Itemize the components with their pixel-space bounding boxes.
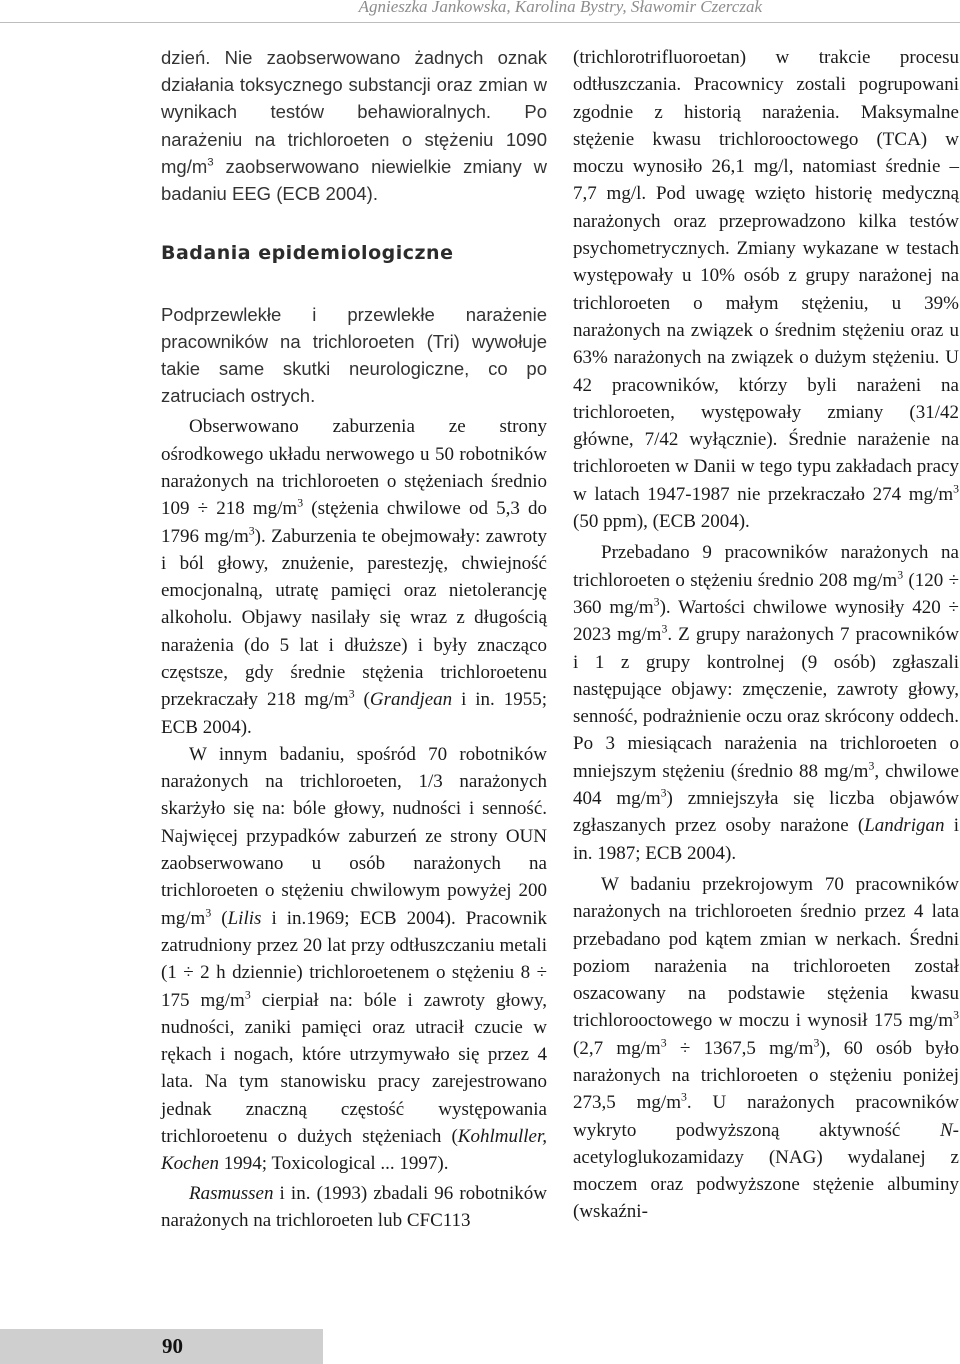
text-run: W badaniu przekrojowym 70 pracowników narażonych na trichloroeten średnio przez 4 lata przebadano pod kątem zmian w nerkach. Średni poziom narażenia na trichloroeten został oszacowany na podstawie stężenia kwasu trichlorooctowego w moczu i wynosił 175 mg/m bbox=[573, 873, 959, 1032]
intro-paragraph: Podprzewlekłe i przewlekłe narażenie pracowników na trichloroeten (Tri) wywołuje takie same skutki neurologiczne, co po zatruciach ostrych. bbox=[161, 303, 547, 407]
text-run: dzień. Nie zaobserwowano żadnych oznak działania toksycznego substancji oraz zmian w wynikach testów behawioralnych. Po narażeniu na trichloroeten o stężeniu 1090 mg/m bbox=[161, 47, 547, 177]
text-run: cierpiał na: bóle i zawroty głowy, nudności, zaniki pamięci oraz utracił czucie w rękach i nogach, które utrzymywało się przez 4 lata. Na tym stanowisku pracy zarejestrowano jednak znaczną częstość występowania trichloroetenu o dużych stężeniach ( bbox=[161, 989, 547, 1148]
citation-author: Grandjean bbox=[369, 689, 453, 711]
text-run: ) zmniejszyła się liczba objawów zgłaszanych przez osoby narażone ( bbox=[573, 788, 959, 837]
paragraph bbox=[573, 539, 959, 867]
text-run: (trichlorotrifluoroetan) w trakcie procesu odtłuszczania. Pracownicy zostali pogrupowani zgodnie z historią narażenia. Maksymalne stężenie kwasu trichlorooctowego (TCA) w moczu wynosiło 26,1 mg/l, natomiast średnie – 7,7 mg/l. Pod uwagę wzięto historię medyczną narażonych oraz przeprowadzono kilka testów psychometrycznych. Zmiany wykazane w testach występowały u 10% osób z grupy narażonej na trichloroeten o małym stężeniu, u 39% narażonych na związek o średnim stężeniu oraz u 63% narażonych na związek o dużym stężeniu. U 42 pracowników, którzy byli narażeni na trichloroeten, występowały zmiany (31/42 główne, 7/42 wyłącznie). Średnie narażenie na trichloroeten w Danii w tego typu zakładach pracy w latach 1947-1987 nie przekraczało 274 mg/m bbox=[573, 47, 959, 505]
text-run: i in. 1987; ECB 2004). bbox=[573, 815, 960, 864]
superscript: 3 bbox=[680, 1090, 687, 1104]
superscript: 3 bbox=[660, 1036, 667, 1050]
page-number: 90 bbox=[162, 1334, 183, 1358]
paragraph-continued bbox=[573, 44, 959, 535]
superscript: 3 bbox=[953, 1008, 959, 1022]
paragraph-continued bbox=[161, 44, 547, 207]
text-run: Przebadano 9 pracowników narażonych na trichloroeten o stężeniu średnio 208 mg/m bbox=[573, 542, 959, 591]
superscript: 3 bbox=[897, 567, 904, 581]
text-run: (2,7 mg/m bbox=[573, 1037, 661, 1059]
citation-author: Rasmussen bbox=[189, 1182, 274, 1204]
text-run: (50 ppm), (ECB 2004). bbox=[573, 511, 750, 533]
superscript: 3 bbox=[348, 687, 355, 701]
header-authors: Agnieszka Jankowska, Karolina Bystry, Sławomir Czerczak bbox=[358, 0, 762, 16]
superscript: 3 bbox=[653, 595, 660, 609]
superscript: 3 bbox=[953, 482, 959, 496]
citation-author: Kohlmuller, Kochen bbox=[161, 1126, 547, 1175]
text-run: . U narażonych pracowników wykryto podwyższoną aktywność bbox=[573, 1092, 959, 1141]
text-run: ). Wartości chwilowe wynosiły 420 ÷ 2023 mg/m bbox=[573, 596, 959, 646]
text-run: i in. 1955; ECB 2004). bbox=[161, 689, 548, 738]
text-run: , chwilowe 404 mg/m bbox=[573, 760, 959, 810]
text-run: . Z grupy narażonych 7 pracowników i 1 z grupy kontrolnej (9 osób) zgłaszali następujące objawy: zmęczenie, zawroty głowy, senność, podrażnienie oczu oraz skrócony oddech. Po 3 miesiącach narażenia na trichloroeten o mniejszym stężeniu (średnio 88 mg/m bbox=[573, 624, 959, 782]
paragraph bbox=[161, 741, 547, 1178]
superscript: 3 bbox=[207, 156, 214, 169]
right-column bbox=[573, 44, 959, 1226]
superscript: 3 bbox=[661, 622, 668, 636]
chemical-prefix: N bbox=[939, 1119, 953, 1141]
text-run: ( bbox=[354, 689, 370, 711]
superscript: 3 bbox=[297, 496, 304, 510]
citation-author: Landrigan bbox=[864, 815, 945, 837]
superscript: 3 bbox=[205, 906, 212, 920]
text-run: ÷ 1367,5 mg/m bbox=[666, 1037, 814, 1059]
text-run: (120 ÷ 360 mg/m bbox=[573, 569, 959, 618]
text-run: ( bbox=[211, 907, 228, 929]
text-run: -acetyloglukozamidazy (NAG) wydalanej z moczem oraz podwyższone stężenie albuminy (wskaźni- bbox=[573, 1119, 959, 1223]
paragraph bbox=[573, 871, 959, 1226]
text-run: W innym badaniu, spośród 70 robotników narażonych na trichloroeten, 1/3 narażonych skarżyło się na: bóle głowy, nudności i senność. Najwięcej przypadków zaburzeń ze strony OUN zaobserwowano u osób narażonych na trichloroeten o stężeniu chwilowym powyżej 200 mg/m bbox=[161, 743, 547, 929]
superscript: 3 bbox=[660, 786, 667, 800]
superscript: 3 bbox=[244, 987, 251, 1001]
text-run: i in. (1993) zbadali 96 robotników narażonych na trichloroeten lub CFC113 bbox=[161, 1182, 547, 1231]
superscript: 3 bbox=[813, 1036, 820, 1050]
text-run: (stężenia chwilowe od 5,3 do 1796 mg/m bbox=[161, 498, 547, 547]
text-run: i in.1969; ECB 2004). Pracownik zatrudniony przez 20 lat przy odtłuszczaniu metali (1 ÷ 2 h dziennie) trichloroetenem o stężeniu 8 ÷ 175 mg/m bbox=[161, 907, 547, 1011]
superscript: 3 bbox=[248, 523, 255, 537]
text-run: 1994; Toxicological ... 1997). bbox=[219, 1153, 449, 1175]
section-heading: Badania epidemiologiczne bbox=[161, 242, 454, 265]
text-run: zaobserwowano niewielkie zmiany w badaniu EEG (ECB 2004). bbox=[161, 155, 547, 205]
citation-author: Lilis bbox=[227, 907, 262, 929]
left-column bbox=[161, 44, 547, 1234]
paragraph bbox=[161, 413, 547, 741]
paragraph bbox=[161, 1180, 547, 1235]
running-header bbox=[0, 0, 960, 23]
text-run: ). Zaburzenia te obejmowały: zawroty i ból głowy, znużenie, parestezję, chwiejność emocjonalną, utratę pamięci oraz nietolerancję alkoholu. Objawy nasilały się wraz z długością narażenia (do 5 lat i dłuższe) i były znacząco częstsze, gdy średnie stężenia trichloroetenu przekraczały 218 mg/m bbox=[161, 525, 547, 711]
text-run: ), 60 osób było narażonych na trichloroeten o stężeniu poniżej 273,5 mg/m bbox=[573, 1037, 960, 1114]
superscript: 3 bbox=[868, 759, 875, 773]
text-run: Obserwowano zaburzenia ze strony ośrodkowego układu nerwowego u 50 robotników narażonych na trichloroeten o stężeniach średnio 109 ÷ 218 mg/m bbox=[161, 416, 547, 520]
